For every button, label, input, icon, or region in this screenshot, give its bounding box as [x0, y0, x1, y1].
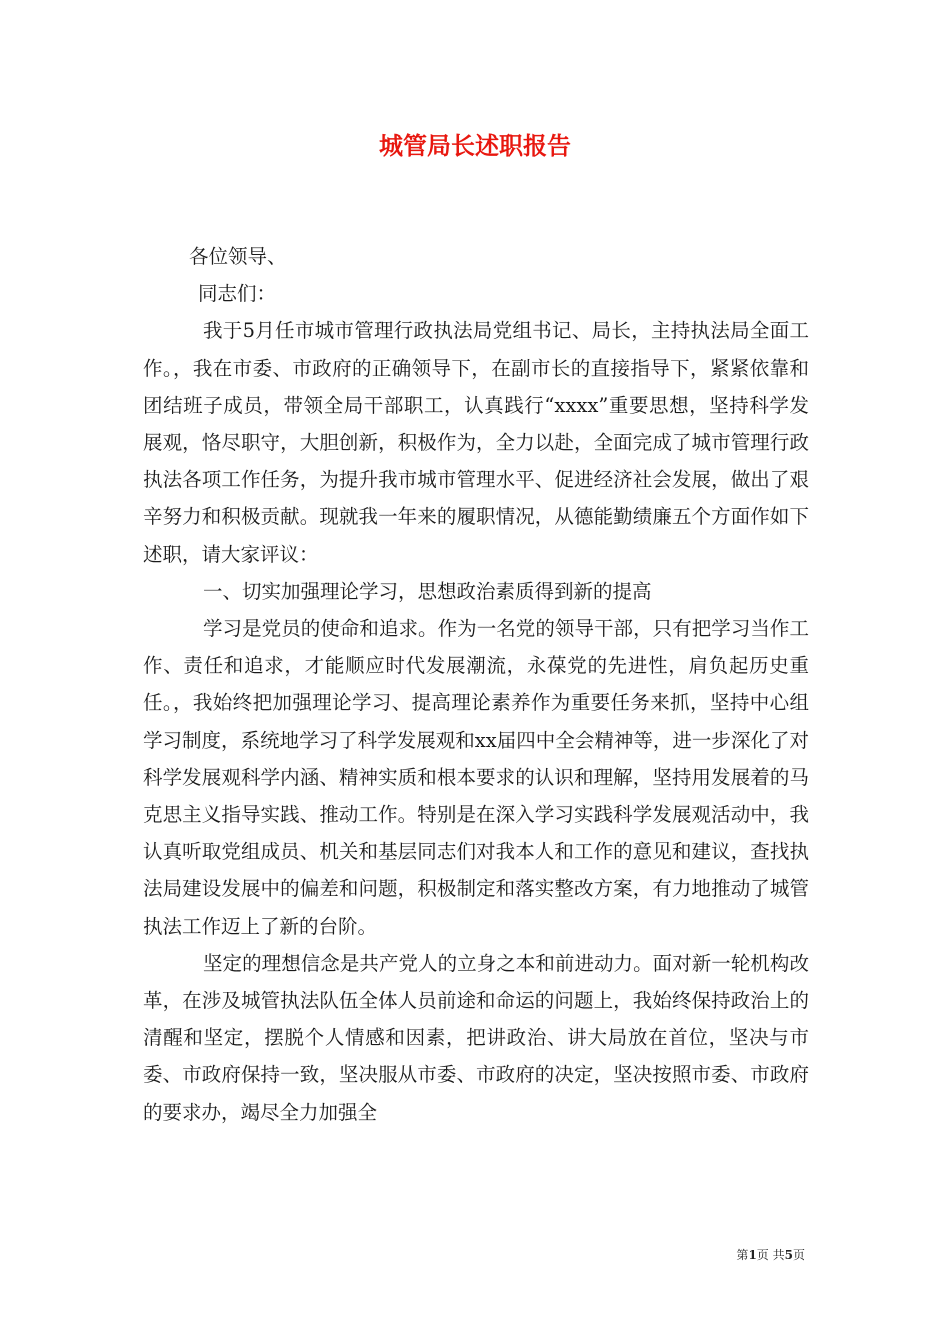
paragraph-belief: 坚定的理想信念是共产党人的立身之本和前进动力。面对新一轮机构改革，在涉及城管执法队伍全体人员前途和命运的问题上，我始终保持政治上的清醒和坚定，摆脱个人情感和因素，把讲政治、讲大局放在首位，坚决与市委、市政府保持一致，坚决服从市委、市政府的决定，坚决按照市委、市政府的要求办，竭尽全力加强全 [143, 951, 809, 1124]
footer-page-number: 1 [748, 1248, 757, 1262]
footer-suffix: 页 [792, 1248, 805, 1262]
footer-prefix: 第 [736, 1248, 749, 1262]
paragraph-study: 学习是党员的使命和追求。作为一名党的领导干部，只有把学习当作工作、责任和追求，才能顺应时代发展潮流，永葆党的先进性，肩负起历史重任。，我始终把加强理论学习、提高理论素养作为重要任务来抓，坚持中心组学习制度，系统地学习了科学发展观和xx届四中全会精神等，进一步深化了对科学发展观科学内涵、精神实质和根本要求的认识和理解，坚持用发展着的马克思主义指导实践、推动工作。特别是在深入学习实践科学发展观活动中，我认真听取党组成员、机关和基层同志们对我本人和工作的意见和建议，查找执法局建设发展中的偏差和问题，积极制定和落实整改方案，有力地推动了城管执法工作迈上了新的台阶。 [143, 617, 809, 938]
document-title: 城管局长述职报告 [379, 131, 571, 160]
footer-middle: 页 共 [756, 1248, 785, 1262]
footer-total-pages: 5 [784, 1248, 793, 1262]
page-footer [736, 1247, 805, 1263]
salutation-comrades: 同志们： [198, 282, 277, 306]
paragraph-intro: 我于5月任市城市管理行政执法局党组书记、局长，主持执法局全面工作。，我在市委、市政府的正确领导下，在副市长的直接指导下，紧紧依靠和团结班子成员，带领全局干部职工，认真践行“xxxx”重要思想，坚持科学发展观，恪尽职守，大胆创新，积极作为，全力以赴，全面完成了城市管理行政执法各项工作任务，为提升我市城市管理水平、促进经济社会发展，做出了艰辛努力和积极贡献。现就我一年来的履职情况，从德能勤绩廉五个方面作如下述职，请大家评议： [143, 319, 809, 566]
section-heading-1: 一、切实加强理论学习，思想政治素质得到新的提高 [203, 579, 652, 603]
document-body [143, 238, 809, 1131]
salutation-leaders: 各位领导、 [189, 245, 287, 268]
